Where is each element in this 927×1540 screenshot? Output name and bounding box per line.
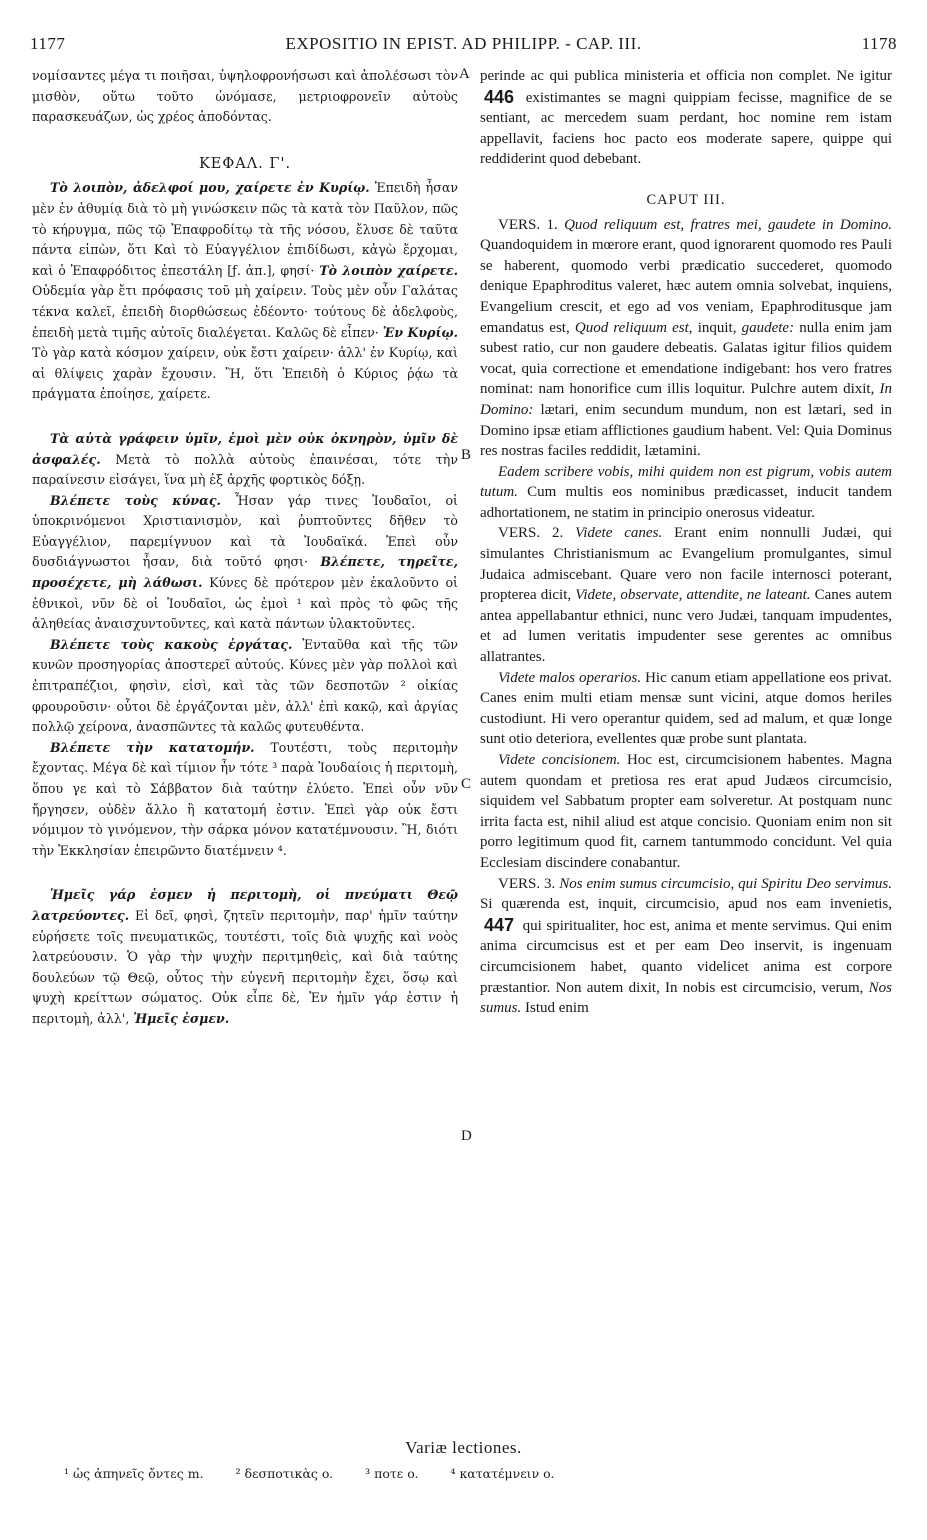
latin-verse-2-operarios bbox=[480, 668, 892, 750]
greek-chapter-heading: ΚΕΦΑΛ. Γ'. bbox=[198, 155, 292, 172]
greek-lemma: Ἐν Κυρίῳ. bbox=[382, 324, 458, 340]
variae-lectiones-title: Variæ lectiones. bbox=[405, 1438, 522, 1457]
latin-verse-1-cont bbox=[480, 462, 892, 524]
latin-lemma: Videte malos operarios. bbox=[498, 669, 642, 686]
greek-intro: νομίσαντες μέγα τι ποιῆσαι, ὑψηλοφρονήσωσι καὶ ἀπολέσωσι τὸν μισθὸν, οὕτω τοῦτο ὠνόμασε, μετριοφρονεῖν αὐτοὺς παρασκευάζων, ὡς χρέος ἀποδόντας. bbox=[32, 68, 458, 125]
latin-verse-1 bbox=[480, 215, 892, 462]
footnote: ³ ποτε o. bbox=[365, 1466, 419, 1481]
margin-letter-a: A bbox=[459, 66, 470, 82]
latin-lemma: gaudete: bbox=[741, 319, 795, 336]
latin-text: perinde ac qui publica ministeria et officia non complet. Ne igitur bbox=[480, 68, 892, 84]
verse-label: VERS. 3. bbox=[498, 875, 556, 892]
latin-text: nulla enim jam subest ratio, cur non gaudere debeatis. Galatas igitur filios quidem vocat, quia correctione et emendatione indigebant: hos vero fratres nominat: nam honorifice cum illis loquitur. Pulchre autem dixit, bbox=[480, 319, 893, 398]
latin-lemma: Videte concisionem. bbox=[498, 752, 621, 768]
latin-text: inquit, bbox=[697, 319, 737, 336]
latin-text: Hoc est, circumcisionem habentes. Magna autem quondam et pretiosa res erat apud Judæos circumcisio, siquidem vel Sabbatum propter eam solveretur. At postquam nunc irrita facta est, nihil aliud est atque concisio. Quoniam enim non sit porro legitimum quod fit, carnem tantummodo concidunt. Vel quia Ecclesiam discindere conabantur. bbox=[480, 752, 893, 871]
latin-lemma: Quod reliquum est, bbox=[574, 319, 693, 336]
greek-paragraph-3 bbox=[32, 491, 458, 635]
latin-text: Quandoquidem in mœrore erant, quod ignorarent quomodo res Pauli se haberent, quomodo verbi prædicatio succederet, quomodo denique Epaphroditus valeret, hæc autem omnia solvebat, inquiens, Evangelium crescit, et ego ad vos veniam, Epaphroditusque jam emandatus est, bbox=[480, 237, 892, 336]
latin-verse-2-concisionem bbox=[480, 750, 892, 874]
latin-lemma: Nos enim sumus circumcisio, qui Spiritu Deo servimus. bbox=[559, 875, 893, 892]
latin-lemma: Nos sumus. bbox=[480, 979, 893, 1017]
latin-lemma: Quod reliquum est, fratres mei, gaudete in Domino. bbox=[564, 216, 892, 233]
footnote: ¹ ὡς ἀπηνεῖς ὄντες m. bbox=[64, 1466, 204, 1481]
page-number-right: 1178 bbox=[861, 34, 897, 53]
greek-lemma: Τὸ λοιπὸν, ἀδελφοί μου, χαίρετε ἐν Κυρίῳ. bbox=[50, 180, 370, 196]
running-title: EXPOSITIO IN EPIST. AD PHILIPP. - CAP. III. bbox=[285, 34, 642, 53]
greek-text: Τουτέστι, τοὺς περιτομὴν ἔχοντας. Μέγα δὲ καὶ τίμιον ἦν τότε ³ παρὰ Ἰουδαίοις ἡ περιτομὴ, ὅπου γε καὶ τὸ Σάββατον διὰ ταύτην ἐλύετο. Ἐπεὶ οὖν νῦν ἤργησεν, οὐδὲν ἄλλο ἢ κατατομή ἐστιν. Ἐπεὶ γὰρ οὐκ ἔστι νόμιμον τὸ γινόμενον, τὴν σάρκα μόνον κατατέμνουσιν. Ἢ, διότι τὴν Ἐκκλησίαν ἐπειρῶντο διατέμνειν ⁴. bbox=[32, 739, 458, 858]
margin-letter-d: D bbox=[461, 1128, 472, 1144]
latin-text: qui spiritualiter, hoc est, anima et mente servimus. Qui enim anima circumcisus est et per eam Deo inservit, is ingenuam circumcisionem habet, quanto videlicet anima est corpore præstantior. Non autem dixit, In nobis est circumcisio, verum, bbox=[480, 917, 892, 996]
greek-lemma: Βλέπετε τοὺς κύνας. bbox=[50, 492, 221, 508]
greek-lemma: Βλέπετε τὴν κατατομήν. bbox=[50, 739, 255, 755]
greek-paragraph-6 bbox=[32, 885, 458, 1029]
greek-text: Ἐπειδὴ ἦσαν μὲν ἐν ἀθυμίᾳ διὰ τὸ μὴ γινώσκειν πῶς τὰ κατὰ τὸν Παῦλον, πῶς τὸ κήρυγμα, πῶς τῷ Ἐπαφροδίτῳ τὰ τῆς νόσου, ἔλυσε δὲ ταῦτα πάντα εἰπὼν, ὅτι Καὶ τὸ Εὐαγγέλιον ἐπιδίδωσι, κἀγὼ ἔρχομαι, καὶ ὁ Ἐπαφρόδιτος ἐπεστάλη [ƒ. ἀπ.], φησί· bbox=[32, 180, 458, 278]
page-number-left: 1177 bbox=[30, 34, 66, 53]
latin-lemma: In Domino: bbox=[480, 381, 892, 418]
greek-column bbox=[32, 66, 458, 1450]
latin-verse-2 bbox=[480, 523, 892, 667]
column-number-badge: 446 bbox=[484, 86, 515, 107]
margin-letter-c: C bbox=[461, 776, 472, 792]
greek-text: Οὐδεμία γὰρ ἔτι πρόφασις τοῦ μὴ χαίρειν. Τοὺς μὲν οὖν Γαλάτας τέκνα καλεῖ, ἐπειδὴ διορθώσεως ἐδέοντο· τούτους δὲ ἀδελφοὺς, ἐπειδὴ μετὰ τιμῆς αὐτοῖς διαλέγεται. Καλῶς δὲ εἶπεν· bbox=[32, 283, 458, 340]
verse-label: VERS. 1. bbox=[498, 216, 558, 233]
latin-text: Istud enim bbox=[525, 1000, 589, 1017]
greek-lemma: Βλέπετε, τηρεῖτε, προσέχετε, μὴ λάθωσι. bbox=[32, 554, 458, 591]
latin-text: Cum multis eos nominibus prædicasset, inducit tandem adhortationem, ne statim in principio onerosus videatur. bbox=[480, 484, 892, 521]
footnote: ⁴ κατατέμνειν o. bbox=[450, 1466, 555, 1481]
greek-text: Μετὰ τὸ πολλὰ αὐτοὺς ἐπαινέσαι, τότε τὴν παραίνεσιν εἰσάγει, ἵνα μὴ ἐξ ἀρχῆς φορτικὸς δόξῃ. bbox=[32, 451, 458, 488]
greek-text: Κύνες δὲ πρότερον μὲν ἐκαλοῦντο οἱ ἐθνικοὶ, νῦν δὲ οἱ Ἰουδαῖοι, ὡς ἐμοὶ ¹ καὶ πρὸς τὸ φῶς τῆς ἀληθείας ἀναισχυντοῦντες, καὶ κατὰ πάντων ὑλακτοῦντες. bbox=[32, 575, 458, 632]
latin-text: existimantes se magni quippiam fecisse, magnifice de se sentiant, ac mercedem suam perdant, hoc nomine rem istam appellavit, faciens hoc pacto eos moderate sapere, quippe qui reddiderint quod debebant. bbox=[480, 89, 892, 168]
greek-paragraph-2 bbox=[32, 429, 458, 491]
verse-label: VERS. 2. bbox=[498, 525, 564, 542]
greek-lemma: Ἡμεῖς γάρ ἐσμεν ἡ περιτομὴ, οἱ πνεύματι Θεῷ λατρεύοντες. bbox=[32, 887, 458, 923]
greek-text: Εἰ δεῖ, φησὶ, ζητεῖν περιτομὴν, παρ' ἡμῖν ταύτην εὑρήσετε τοῖς πνευματικῶς, τουτέστι, τοῖς διὰ ψυχῆς καὶ νοὸς λατρεύουσιν. Ὁ γὰρ τὴν ψυχὴν περιτμηθεὶς, καὶ διὰ ταύτης δουλεύων τῷ Θεῷ, οὗτος τὴν εὐγενῆ περιτομὴν ἔχει, ὅσῳ καὶ ψυχὴ κρείττων σώματος. Οὐκ εἶπε δὲ, Ἐν ἡμῖν γάρ ἐστιν ἡ περιτομὴ, ἀλλ', bbox=[32, 907, 459, 1026]
footnote: ² δεσποτικὰς o. bbox=[235, 1466, 334, 1481]
latin-chapter-heading: CAPUT III. bbox=[646, 191, 726, 208]
greek-lemma: Τὸ λοιπὸν χαίρετε. bbox=[319, 262, 458, 278]
latin-lemma: Eadem scribere vobis, mihi quidem non est pigrum, vobis autem tutum. bbox=[480, 463, 892, 501]
latin-column bbox=[480, 66, 892, 1450]
latin-text: lætari, enim secundum mundum, non est lætari, sed in Domino ipsæ etiam afflictiones gaudium habent. Vel: Quia Dominus res nostras faciles reddidit, lætamini. bbox=[480, 401, 892, 460]
greek-text: Ἦσαν γάρ τινες Ἰουδαῖοι, οἱ ὑποκρινόμενοι Χριστιανισμὸν, καὶ ῥυπτοῦντες δῆθεν τὸ Εὐαγγέλιον, παρεμίγνυον καὶ τὰ Ἰουδαϊκά. Ἐπεὶ οὖν δυσδιάγνωστοι ἦσαν, διὰ τοῦτό φησι· bbox=[32, 492, 458, 570]
greek-paragraph-5 bbox=[32, 738, 458, 862]
greek-text: Τὸ γὰρ κατὰ κόσμον χαίρειν, οὐκ ἔστι χαίρειν· ἀλλ' ἐν Κυρίῳ, καὶ αἱ θλίψεις χαρὰν ἔχουσιν. Ἢ, ὅτι Ἐπειδὴ ὁ Κύριος ῥᾴω τὰ πράγματα ἐποίησε, χαίρετε. bbox=[32, 345, 458, 402]
latin-text: Hic canum etiam appellatione eos privat. Canes enim multi etiam mensæ sunt vicini, atque domos heriles custodiunt. Hi vero operantur quidem, sed ad malum, et quæ longe sunt otio deteriora, evellentes quæ probe sunt plantata. bbox=[480, 669, 892, 748]
latin-verse-3 bbox=[480, 874, 892, 1019]
footnotes bbox=[64, 1466, 897, 1481]
latin-intro bbox=[480, 66, 892, 170]
greek-paragraph-1 bbox=[32, 178, 458, 405]
greek-lemma: Βλέπετε τοὺς κακοὺς ἐργάτας. bbox=[50, 636, 293, 652]
greek-text: Ἐνταῦθα καὶ τῆς τῶν κυνῶν προσηγορίας ἀποστερεῖ αὐτούς. Κύνες μὲν γὰρ πολλοὶ καὶ ἐπιτραπέζιοι, φησὶν, εἰσὶ, καὶ τὰς τῶν δεσποτῶν ² οἰκίας φρουροῦσιν· οὗτοι δὲ ἐργάζονται μὲν, ἀλλ' ἐπὶ κακῷ, καὶ ἀργίας πολλῷ χείρονα, ἀνασπῶντες τὰ καλῶς φυτευθέντα. bbox=[32, 636, 458, 735]
latin-text: Erant enim nonnulli Judæi, qui simulantes Christianismum ac Evangelium promulgantes, simul Judaica admiscebant. Quare vero non facile internosci poterant, propterea dicit, bbox=[480, 525, 893, 604]
column-number-badge: 447 bbox=[484, 914, 515, 935]
latin-lemma: Videte, observate, attendite, ne lateant. bbox=[575, 587, 811, 604]
greek-lemma: Ἡμεῖς ἐσμεν. bbox=[133, 1010, 230, 1026]
margin-letter-b: B bbox=[461, 447, 472, 463]
latin-lemma: Videte canes. bbox=[575, 525, 663, 542]
latin-text: Canes autem antea appellabantur ethnici, nunc vero Judæi, tanquam impudentes, et ad lumen veritatis impudenter sese gerentes ac omnibus allatrantes. bbox=[480, 587, 893, 666]
running-header bbox=[30, 34, 897, 60]
greek-lemma: Τὰ αὐτὰ γράφειν ὑμῖν, ἐμοὶ μὲν οὐκ ὀκνηρὸν, ὑμῖν δὲ ἀσφαλές. bbox=[32, 430, 458, 467]
latin-text: Si quærenda est, inquit, circumcisio, apud nos eam invenietis, bbox=[480, 896, 892, 913]
greek-paragraph-4 bbox=[32, 635, 458, 738]
